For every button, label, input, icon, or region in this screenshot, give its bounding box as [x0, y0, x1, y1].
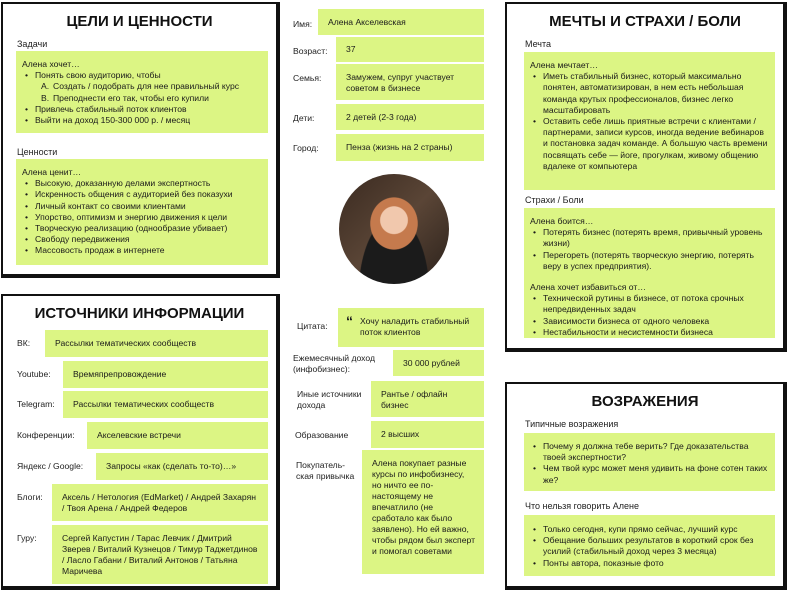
fear-item: • Перегореть (потерять творческую энергию, потерять веру в успех предприятия).	[530, 250, 769, 272]
source-value-blogs: Аксель / Нетология (EdMarket) / Андрей Захарян / Твоя Арена / Андрей Федеров	[52, 484, 268, 521]
tasks-label: Задачи	[17, 39, 48, 49]
task-subitem-text: Преподнести его так, чтобы его купили	[53, 92, 209, 103]
profile-label-other-income: Иные источники дохода	[297, 389, 362, 410]
source-label-conferences: Конференции:	[17, 430, 75, 440]
profile-value-children: 2 детей (2-3 года)	[336, 104, 484, 130]
dont-say-item: • Понты автора, показные фото	[530, 558, 769, 569]
rid-item: • Нестабильности и несистемности бизнеса	[530, 327, 769, 338]
source-value-vk: Рассылки тематических сообществ	[45, 330, 268, 357]
dreams-fears-title: МЕЧТЫ И СТРАХИ / БОЛИ	[549, 13, 741, 30]
value-item: • Творческую реализацию (однообразие убивает)	[22, 223, 262, 234]
value-item: • Массовость продаж в интернете	[22, 245, 262, 256]
task-subitem	[35, 93, 262, 104]
dont-say-item: • Обещание больших результатов в короткий срок без усилий (стабильный доход через 3 месяца)	[530, 535, 769, 557]
objection-item: • Почему я должна тебе верить? Где доказательства твоей экспертности?	[530, 441, 769, 463]
tasks-intro: Алена хочет…	[22, 59, 80, 69]
profile-value-name: Алена Акселевская	[318, 9, 484, 35]
dont-say-label: Что нельзя говорить Алене	[525, 501, 639, 511]
typical-objections-label: Типичные возражения	[525, 419, 619, 429]
objections-title: ВОЗРАЖЕНИЯ	[591, 393, 699, 410]
profile-label-children: Дети:	[293, 113, 315, 123]
value-item: • Свободу передвижения	[22, 234, 262, 245]
objections-card	[505, 382, 787, 590]
dreams-fears-card	[505, 2, 787, 352]
dont-say-box	[524, 515, 775, 576]
profile-label-family: Семья:	[293, 73, 322, 83]
profile-value-income: 30 000 рублей	[393, 350, 484, 376]
dream-item: • Оставить себе лишь приятные встречи с клиентами / партнерами, записи курсов, иногда ведение вебинаров и постановка задач команде. А большую часть времени посвящать себе — йоге, прогулкам, живому общению вдалеке от компьютера	[530, 116, 769, 172]
values-intro: Алена ценит…	[22, 167, 82, 177]
values-label: Ценности	[17, 147, 58, 157]
source-value-search: Запросы «как (сделать то-то)…»	[96, 453, 268, 480]
typical-objections-box	[524, 433, 775, 491]
objection-item: • Чем твой курс может меня удивить на фоне сотен таких же?	[530, 463, 769, 485]
source-value-conferences: Акселевские встречи	[87, 422, 268, 449]
tasks-box	[16, 51, 268, 133]
value-item: • Высокую, доказанную делами экспертность	[22, 178, 262, 189]
quote-text: Хочу наладить стабильный поток клиентов	[360, 316, 470, 337]
profile-label-income: Ежемесячный доход (инфобизнес):	[293, 353, 375, 374]
rid-intro: Алена хочет избавиться от…	[530, 282, 646, 293]
profile-value-age: 37	[336, 37, 484, 62]
value-item: • Упорство, оптимизм и энергию движения к цели	[22, 212, 262, 223]
source-value-youtube: Времяпрепровождение	[63, 361, 268, 388]
profile-label-quote: Цитата:	[297, 321, 328, 331]
task-subitem	[35, 81, 262, 92]
profile-value-buying-habit: Алена покупает разные курсы по инфобизнесу, но ничто ее по-настоящему не впечатлило (не сработало как было заявлено). Но ей важно, чтобы рядом был эксперт и помогал советами	[362, 450, 484, 574]
task-item: • Выйти на доход 150-300 000 р. / месяц	[22, 115, 262, 126]
fear-item: • Потерять бизнес (потерять время, привычный уровень жизни)	[530, 227, 769, 249]
sources-title: ИСТОЧНИКИ ИНФОРМАЦИИ	[34, 305, 245, 322]
fears-intro: Алена боится…	[530, 216, 594, 226]
profile-label-city: Город:	[293, 143, 319, 153]
dreams-box	[524, 52, 775, 190]
goals-values-title: ЦЕЛИ И ЦЕННОСТИ	[66, 13, 213, 30]
profile-value-education: 2 высших	[371, 421, 484, 448]
dream-label: Мечта	[525, 39, 552, 49]
task-item: • Привлечь стабильный поток клиентов	[22, 104, 262, 115]
profile-label-age: Возраст:	[293, 46, 328, 56]
value-item: • Личный контакт со своими клиентами	[22, 201, 262, 212]
source-value-guru: Сергей Капустин / Тарас Левчик / Дмитрий Зверев / Виталий Кузнецов / Тимур Таджетдинов / Ласло Габани / Виталий Антонов / Татьяна Маричева	[52, 525, 268, 584]
rid-item: • Технической рутины в бизнесе, от потока срочных непредвиденных задач	[530, 293, 769, 315]
source-label-youtube: Youtube:	[17, 369, 51, 379]
profile-value-city: Пенза (жизнь на 2 страны)	[336, 134, 484, 161]
task-item: • Понять свою аудиторию, чтобы	[22, 70, 262, 81]
profile-label-name: Имя:	[293, 19, 313, 29]
value-item: • Искренность общения с аудиторией без показухи	[22, 189, 262, 200]
source-label-guru: Гуру:	[17, 533, 37, 543]
fears-label: Страхи / Боли	[525, 195, 584, 205]
profile-label-education: Образование	[295, 430, 349, 440]
source-label-vk: ВК:	[17, 338, 31, 348]
dont-say-item: • Только сегодня, купи прямо сейчас, лучший курс	[530, 524, 769, 535]
quote-icon: “	[346, 313, 353, 329]
profile-value-other-income: Рантье / офлайн бизнес	[371, 381, 484, 417]
source-label-blogs: Блоги:	[17, 492, 43, 502]
goals-values-card	[1, 2, 280, 278]
dream-item: • Иметь стабильный бизнес, который максимально понятен, автоматизирован, в нем есть небольшая команда крутых профессионалов, бизнес легко масштабировать	[530, 71, 769, 116]
profile-value-family: Замужем, супруг участвует советом в бизнесе	[336, 64, 484, 100]
values-box	[16, 159, 268, 265]
fears-box	[524, 208, 775, 338]
persona-photo	[339, 174, 449, 284]
profile-label-buying-habit: Покупатель-ская привычка	[296, 460, 355, 481]
source-label-search: Яндекс / Google:	[17, 461, 84, 471]
source-value-telegram: Рассылки тематических сообществ	[63, 391, 268, 418]
dream-intro: Алена мечтает…	[530, 60, 598, 70]
sources-card	[1, 294, 280, 590]
task-subitem-text: Создать / подобрать для нее правильный курс	[53, 81, 240, 92]
source-label-telegram: Telegram:	[17, 399, 55, 409]
rid-item: • Зависимости бизнеса от одного человека	[530, 316, 769, 327]
profile-value-quote	[338, 308, 484, 347]
